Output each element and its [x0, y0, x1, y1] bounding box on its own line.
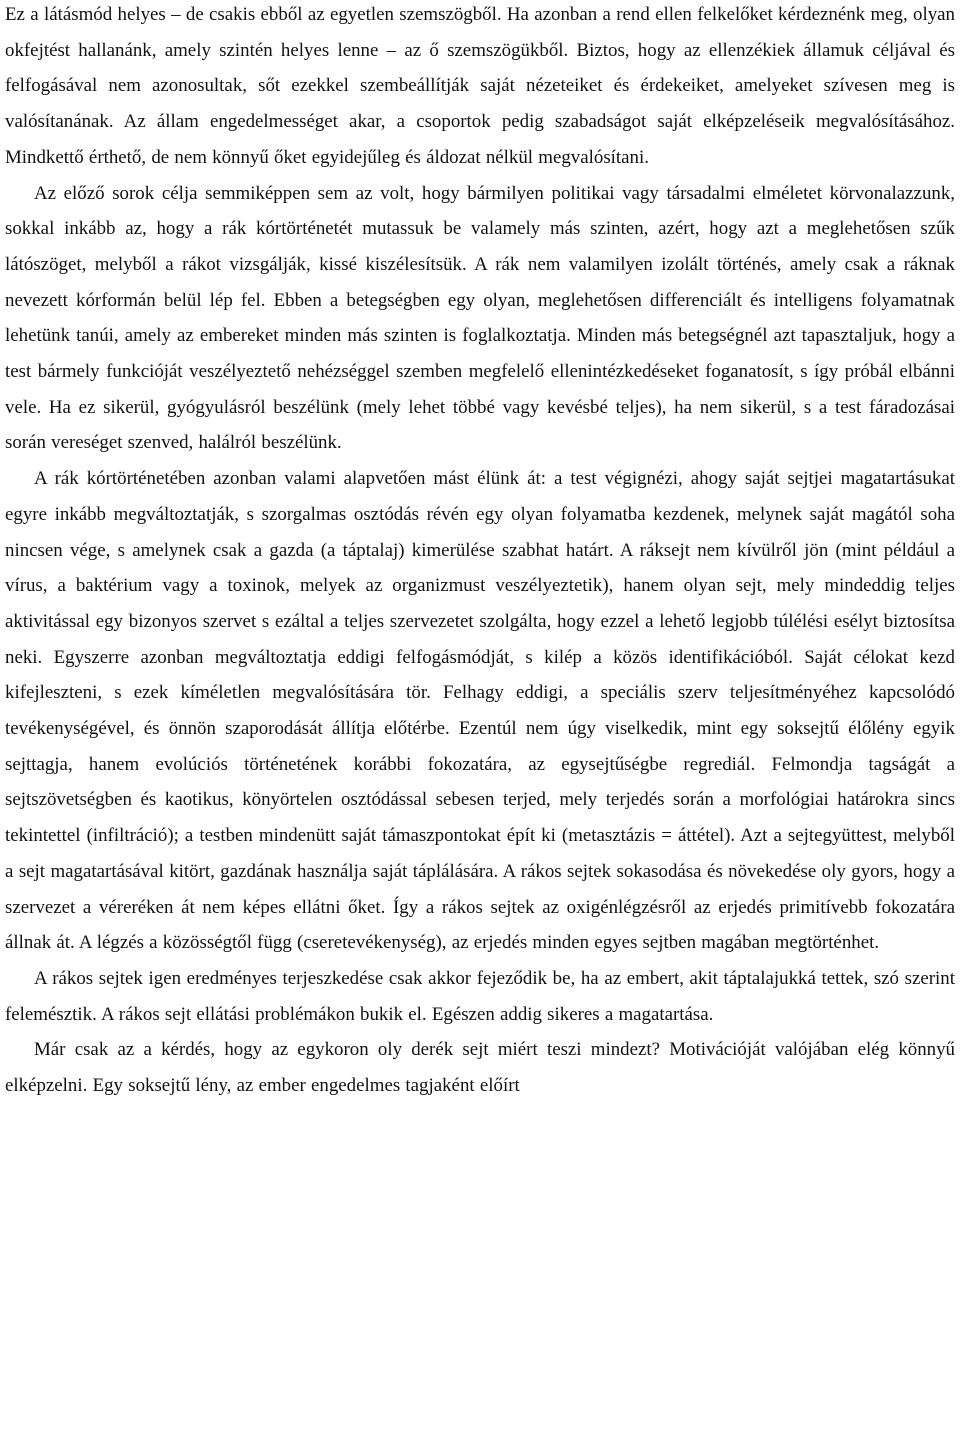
paragraph: Ez a látásmód helyes – de csakis ebből az egyetlen szemszögből. Ha azonban a rend ellen felkelőket kérdeznénk meg, olyan okfejtést hallanánk, amely szintén helyes lenne – az ő szemszögükből. Biztos, hogy az ellenzékiek államuk céljával és felfogásával nem azonosultak, sőt ezekkel szembeállítják saját nézeteiket és érdekeiket, amelyeket szívesen meg is valósítanának. Az állam engedelmességet akar, a csoportok pedig szabadságot saját elképzeléseik megvalósításához. Mindkettő érthető, de nem könnyű őket egyidejűleg és áldozat nélkül megvalósítani. [5, 4, 955, 168]
paragraph: Az előző sorok célja semmiképpen sem az volt, hogy bármilyen politikai vagy társadalmi elméletet körvonalazzunk, sokkal inkább az, hogy a rák kórtörténetét mutassuk be valamely más szinten, azért, hogy azt a meglehetősen szűk látószöget, melyből a rákot vizsgálják, kissé kiszélesítsük. A rák nem valamilyen izolált történés, amely csak a ráknak nevezett kórformán belül lép fel. Ebben a betegségben egy olyan, meglehetősen differenciált és intelligens folyamatnak lehetünk tanúi, amely az embereket minden más szinten is foglalkoztatja. Minden más betegségnél azt tapasztaljuk, hogy a test bármely funkcióját veszélyeztető nehézséggel szemben megfelelő ellenintézkedéseket foganatosít, s így próbál elbánni vele. Ha ez sikerül, gyógyulásról beszélünk (mely lehet többé vagy kevésbé teljes), ha nem sikerül, s a test fáradozásai során vereséget szenved, halálról beszélünk. [5, 182, 955, 454]
paragraph: Már csak az a kérdés, hogy az egykoron oly derék sejt miért teszi mindezt? Motivációját valójában elég könnyű elképzelni. Egy soksejtű lény, az ember engedelmes tagjaként előírt [5, 1039, 955, 1097]
paragraph: A rák kórtörténetében azonban valami alapvetően mást élünk át: a test végignézi, ahogy saját sejtjei magatartásukat egyre inkább megváltoztatják, s szorgalmas osztódás révén egy olyan folyamatba kezdenek, melynek saját magától soha nincsen vége, s amelynek csak a gazda (a táptalaj) kimerülése szabhat határt. A ráksejt nem kívülről jön (mint például a vírus, a baktérium vagy a toxinok, melyek az organizmust veszélyeztetik), hanem olyan sejt, mely mindeddig teljes aktivitással egy bizonyos szervet s ezáltal a teljes szervezetet szolgálta, hogy ezzel a lehető legjobb túlélési esélyt biztosítsa neki. Egyszerre azonban megváltoztatja eddigi felfogásmódját, s kilép a közös identifikációból. Saját célokat kezd kifejleszteni, s ezek kíméletlen megvalósítására tör. Felhagy eddigi, a speciális szerv teljesítményéhez kapcsolódó tevékenységével, és önnön szaporodását állítja előtérbe. Ezentúl nem úgy viselkedik, mint egy soksejtű élőlény egyik sejttagja, hanem evolúciós történetének korábbi fokozatára, az egysejtűségbe regrediál. Felmondja tagságát a sejtszövetségben és kaotikus, könyörtelen osztódással sebesen terjed, mely terjedés során a morfológiai határokra sincs tekintettel (infiltráció); a testben mindenütt saját támaszpontokat épít ki (metasztázis = áttétel). Azt a sejtegyüttest, melyből a sejt magatartásával kitört, gazdának használja saját táplálására. A rákos sejtek sokasodása és növekedése oly gyors, hogy a szervezet a véreréken át nem képes ellátni őket. Így a rákos sejtek az oxigénlégzésről az erjedés primitívebb fokozatára állnak át. A légzés a közösségtől függ (cseretevékenység), az erjedés minden egyes sejtben magában megtörténhet. [5, 468, 955, 954]
paragraph: A rákos sejtek igen eredményes terjeszkedése csak akkor fejeződik be, ha az embert, akit táptalajukká tettek, szó szerint felemésztik. A rákos sejt ellátási problémákon bukik el. Egészen addig sikeres a magatartása. [5, 967, 955, 1025]
